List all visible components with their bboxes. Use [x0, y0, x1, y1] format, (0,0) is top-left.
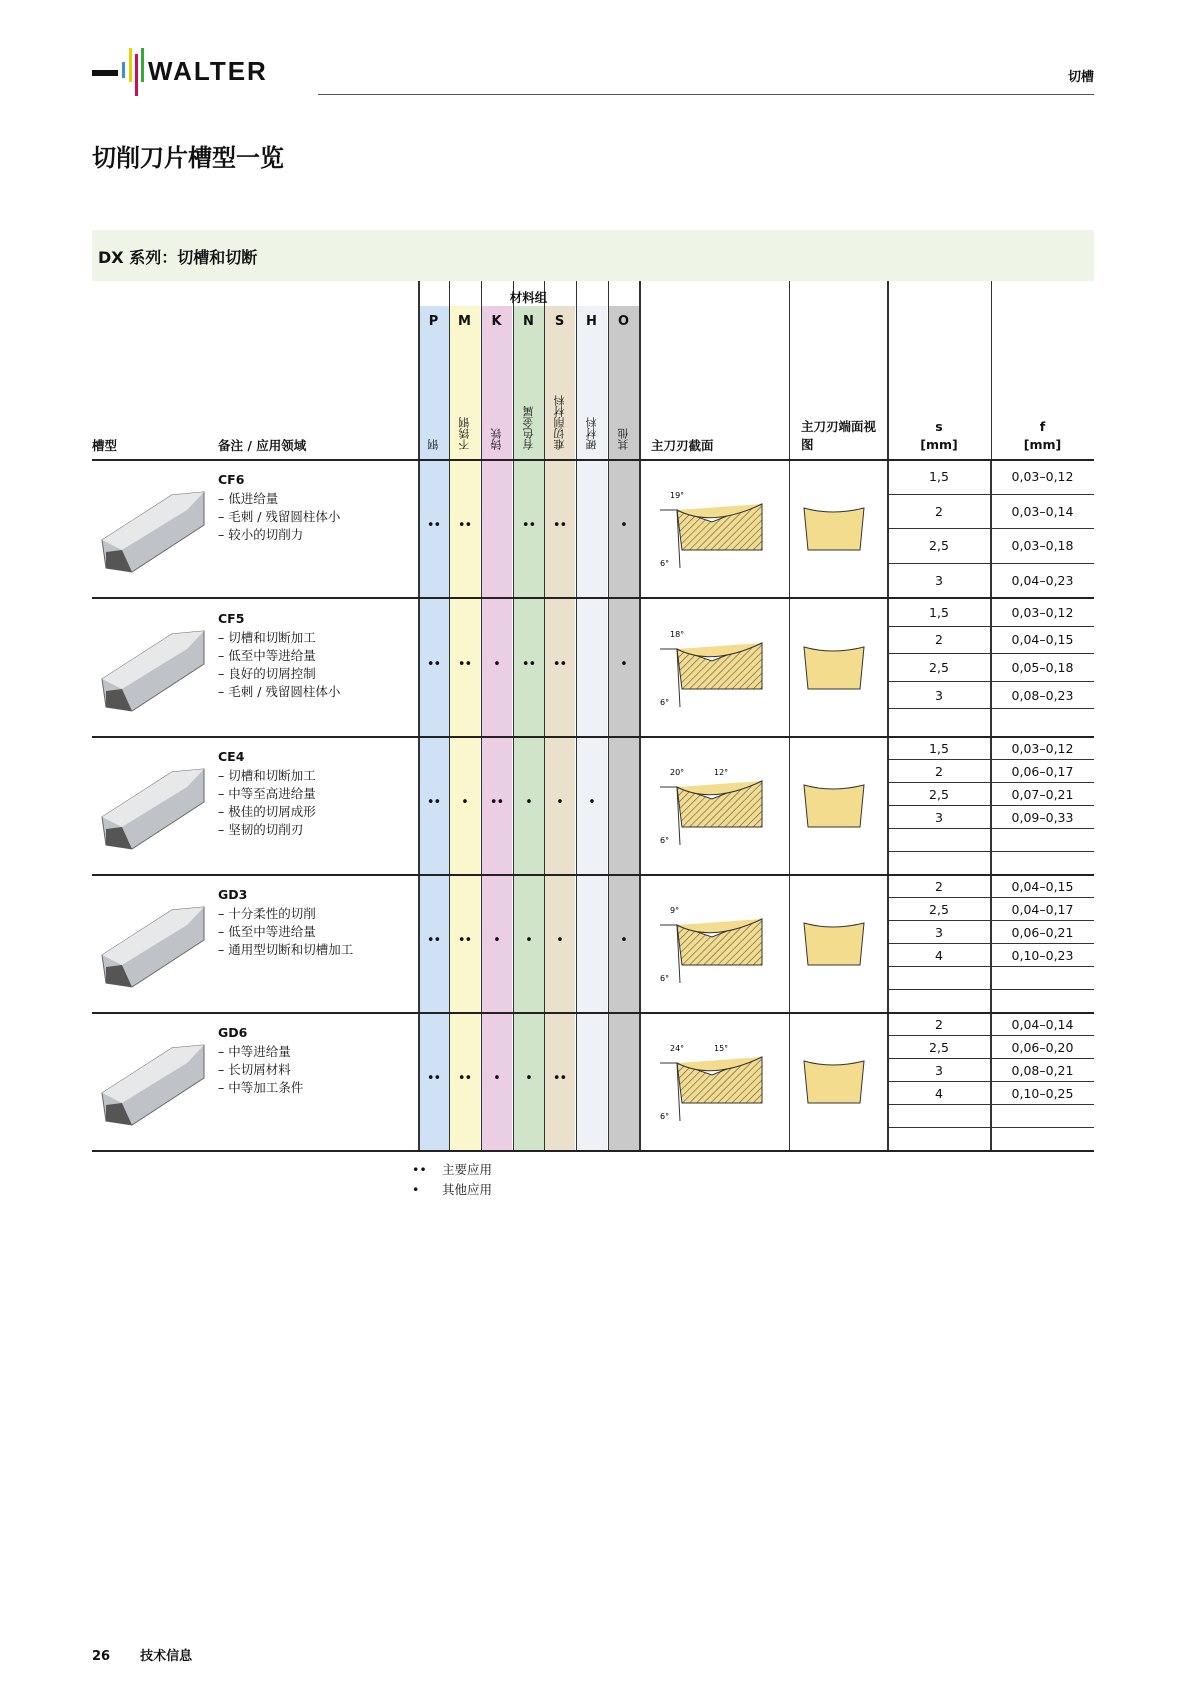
section-label: 切槽	[1067, 70, 1094, 85]
end-view-drawing	[800, 919, 870, 969]
application-dots: ••	[426, 518, 441, 533]
application-dots: •	[620, 657, 627, 672]
legend: •• 主要应用 • 其他应用	[412, 1162, 493, 1197]
size-feed-row	[888, 1059, 1094, 1082]
feed-f: 0,03–0,12	[1011, 740, 1074, 756]
width-s	[888, 967, 991, 989]
application-dots: •	[525, 795, 532, 810]
table-row	[92, 875, 1094, 1013]
insert-image	[92, 480, 212, 580]
cutting-edge-section-drawing	[652, 1041, 792, 1131]
material-group-header: 材料组	[509, 290, 548, 305]
legend-other: 其他应用	[442, 1182, 493, 1197]
section-view-header: 主刀刃截面	[651, 438, 714, 453]
size-feed-row	[888, 1036, 1094, 1059]
material-letter: S	[554, 314, 565, 329]
feed-f: 0,06–0,20	[1011, 1039, 1074, 1055]
series-title: DX 系列：切槽和切断	[98, 248, 258, 267]
svg-text:15°: 15°	[714, 1044, 729, 1053]
svg-text:24°: 24°	[670, 1044, 685, 1053]
material-letter: M	[458, 314, 471, 329]
insert-image	[92, 757, 212, 857]
feed-f: 0,07–0,21	[1011, 786, 1074, 802]
size-feed-row	[888, 783, 1094, 806]
size-feed-row	[888, 627, 1094, 655]
feed-f: 0,06–0,17	[1011, 763, 1074, 779]
cutting-edge-section-drawing	[652, 903, 792, 993]
application-dots: •	[493, 657, 500, 672]
note-item: – 中等进给量	[218, 1044, 291, 1059]
application-dots: ••	[489, 795, 504, 810]
feed-f: 0,03–0,12	[1011, 604, 1074, 620]
application-dots: ••	[426, 795, 441, 810]
svg-text:6°: 6°	[660, 974, 670, 983]
legend-main: 主要应用	[442, 1162, 493, 1177]
feed-f: 0,05–0,18	[1011, 659, 1074, 675]
width-s: 2	[888, 760, 991, 782]
application-dots: ••	[426, 933, 441, 948]
note-item: – 低至中等进给量	[218, 648, 316, 663]
width-s: 3	[888, 921, 991, 943]
feed-f: 0,09–0,33	[1011, 809, 1074, 825]
svg-text:6°: 6°	[660, 1112, 670, 1121]
width-s: 3	[888, 1059, 991, 1081]
material-name: 有色金属	[521, 406, 535, 450]
cutting-edge-section-drawing	[652, 627, 792, 717]
svg-text:6°: 6°	[660, 836, 670, 845]
feed-f: 0,10–0,25	[1011, 1085, 1074, 1101]
feed-f: 0,03–0,18	[1011, 538, 1074, 554]
size-feed-row	[888, 852, 1094, 875]
geometry-code: CE4	[218, 749, 245, 764]
width-s: 1,5	[888, 599, 991, 626]
application-dots: ••	[426, 657, 441, 672]
insert-image	[92, 895, 212, 995]
end-view-drawing	[800, 643, 870, 693]
note-item: – 毛刺 / 残留圆柱体小	[218, 684, 341, 699]
cutting-edge-section-drawing	[652, 765, 792, 855]
size-feed-row	[888, 944, 1094, 967]
size-feed-row	[888, 529, 1094, 564]
size-feed-row	[888, 564, 1094, 599]
application-dots: ••	[552, 657, 567, 672]
size-feed-row	[888, 737, 1094, 760]
size-feed-row	[888, 829, 1094, 852]
table-row	[92, 599, 1094, 737]
size-feed-row	[888, 709, 1094, 737]
svg-text:9°: 9°	[670, 906, 680, 915]
footer	[92, 1645, 192, 1664]
material-letter: P	[428, 314, 439, 329]
application-dots: ••	[426, 1071, 441, 1086]
feed-f: 0,04–0,15	[1011, 878, 1074, 894]
feed-f: 0,03–0,14	[1011, 503, 1074, 519]
page-title: 切削刀片槽型一览	[92, 144, 284, 172]
size-feed-row	[888, 1105, 1094, 1128]
material-name: 其他	[616, 428, 630, 450]
geometry-code: GD6	[218, 1025, 248, 1040]
application-dots: •	[461, 795, 468, 810]
application-dots: •	[620, 518, 627, 533]
size-feed-row	[888, 682, 1094, 710]
svg-text:12°: 12°	[714, 768, 729, 777]
application-dots: •	[588, 795, 595, 810]
width-s	[888, 829, 991, 851]
note-item: – 切槽和切断加工	[218, 768, 316, 783]
width-s	[888, 1128, 991, 1150]
size-feed-row	[888, 654, 1094, 682]
application-dots: •	[556, 795, 563, 810]
material-name: 难切削材料	[552, 395, 566, 450]
size-feed-row	[888, 875, 1094, 898]
feed-f: 0,04–0,23	[1011, 572, 1074, 588]
f-header: f [mm]	[1023, 419, 1062, 452]
width-s: 2,5	[888, 1036, 991, 1058]
table-row	[92, 460, 1094, 598]
size-feed-row	[888, 760, 1094, 783]
geometry-header: 槽型	[92, 438, 118, 453]
header-rule	[318, 94, 1094, 95]
size-feed-row	[888, 806, 1094, 829]
walter-logo	[92, 44, 297, 96]
material-name: 硬材料	[584, 417, 598, 450]
size-feed-row	[888, 495, 1094, 530]
table-row	[92, 737, 1094, 875]
width-s	[888, 990, 991, 1012]
note-item: – 低至中等进给量	[218, 924, 316, 939]
end-view-drawing	[800, 781, 870, 831]
size-feed-row	[888, 1128, 1094, 1151]
application-dots: ••	[521, 518, 536, 533]
feed-f: 0,04–0,14	[1011, 1016, 1074, 1032]
svg-text:WALTER: WALTER	[148, 56, 268, 86]
material-name: 钢	[426, 439, 440, 450]
size-feed-row	[888, 1082, 1094, 1105]
geometry-code: CF5	[218, 611, 245, 626]
material-letter: O	[617, 314, 630, 329]
end-view-header: 主刀刃端面视图	[801, 419, 877, 452]
insert-image	[92, 619, 212, 719]
feed-f: 0,06–0,21	[1011, 924, 1074, 940]
application-dots: ••	[457, 518, 472, 533]
application-dots: •	[556, 933, 563, 948]
svg-text:6°: 6°	[660, 559, 670, 568]
material-name: 铸铁	[489, 428, 503, 450]
note-item: – 长切屑材料	[218, 1062, 291, 1077]
application-dots: •	[493, 1071, 500, 1086]
note-item: – 十分柔性的切削	[218, 906, 316, 921]
note-item: – 极佳的切屑成形	[218, 804, 316, 819]
s-header: s [mm]	[920, 419, 958, 452]
width-s: 2	[888, 495, 991, 529]
width-s: 1,5	[888, 460, 991, 494]
application-dots: •	[493, 933, 500, 948]
material-letter: N	[523, 314, 534, 329]
width-s: 3	[888, 682, 991, 709]
width-s: 2,5	[888, 783, 991, 805]
width-s: 2,5	[888, 654, 991, 681]
width-s: 2	[888, 627, 991, 654]
material-letter: K	[491, 314, 502, 329]
width-s: 4	[888, 1082, 991, 1104]
material-name: 不锈钢	[457, 417, 471, 450]
feed-f: 0,08–0,23	[1011, 687, 1074, 703]
feed-f: 0,10–0,23	[1011, 947, 1074, 963]
note-item: – 良好的切屑控制	[218, 666, 316, 681]
geometry-code: GD3	[218, 887, 248, 902]
end-view-drawing	[800, 504, 870, 554]
size-feed-row	[888, 990, 1094, 1013]
width-s: 4	[888, 944, 991, 966]
application-dots: •	[525, 933, 532, 948]
width-s	[888, 709, 991, 736]
notes-header: 备注 / 应用领域	[218, 438, 307, 453]
note-item: – 中等加工条件	[218, 1080, 304, 1095]
application-dots: ••	[457, 657, 472, 672]
note-item: – 毛刺 / 残留圆柱体小	[218, 509, 341, 524]
size-feed-row	[888, 921, 1094, 944]
width-s: 3	[888, 564, 991, 598]
size-feed-row	[888, 1013, 1094, 1036]
size-feed-row	[888, 898, 1094, 921]
width-s: 2	[888, 1013, 991, 1035]
application-dots: ••	[552, 518, 567, 533]
feed-f: 0,04–0,15	[1011, 632, 1074, 648]
application-dots: ••	[521, 657, 536, 672]
note-item: – 切槽和切断加工	[218, 630, 316, 645]
note-item: – 低进给量	[218, 491, 279, 506]
width-s	[888, 1105, 991, 1127]
series-band	[92, 230, 1094, 281]
svg-text:20°: 20°	[670, 768, 685, 777]
width-s: 3	[888, 806, 991, 828]
size-feed-row	[888, 967, 1094, 990]
svg-text:18°: 18°	[670, 630, 685, 639]
cutting-edge-section-drawing	[652, 488, 792, 578]
feed-f: 0,04–0,17	[1011, 901, 1074, 917]
width-s: 2,5	[888, 529, 991, 563]
application-dots: ••	[457, 933, 472, 948]
svg-text:6°: 6°	[660, 698, 670, 707]
material-letter: H	[586, 314, 597, 329]
footer-label: 技术信息	[140, 1649, 193, 1664]
application-dots: ••	[552, 1071, 567, 1086]
end-view-drawing	[800, 1057, 870, 1107]
note-item: – 坚韧的切削刃	[218, 822, 304, 837]
application-dots: •	[620, 933, 627, 948]
note-item: – 通用型切断和切槽加工	[218, 942, 354, 957]
width-s: 2,5	[888, 898, 991, 920]
feed-f: 0,03–0,12	[1011, 469, 1074, 485]
note-item: – 较小的切削力	[218, 527, 304, 542]
application-dots: ••	[457, 1071, 472, 1086]
page-number: 26	[92, 1649, 111, 1664]
width-s: 2	[888, 875, 991, 897]
size-feed-row	[888, 460, 1094, 495]
insert-image	[92, 1033, 212, 1133]
feed-f: 0,08–0,21	[1011, 1062, 1074, 1078]
geometry-code: CF6	[218, 472, 245, 487]
table-row	[92, 1013, 1094, 1151]
application-dots: •	[525, 1071, 532, 1086]
width-s: 1,5	[888, 737, 991, 759]
note-item: – 中等至高进给量	[218, 786, 316, 801]
size-feed-row	[888, 599, 1094, 627]
svg-text:19°: 19°	[670, 491, 685, 500]
width-s	[888, 852, 991, 874]
